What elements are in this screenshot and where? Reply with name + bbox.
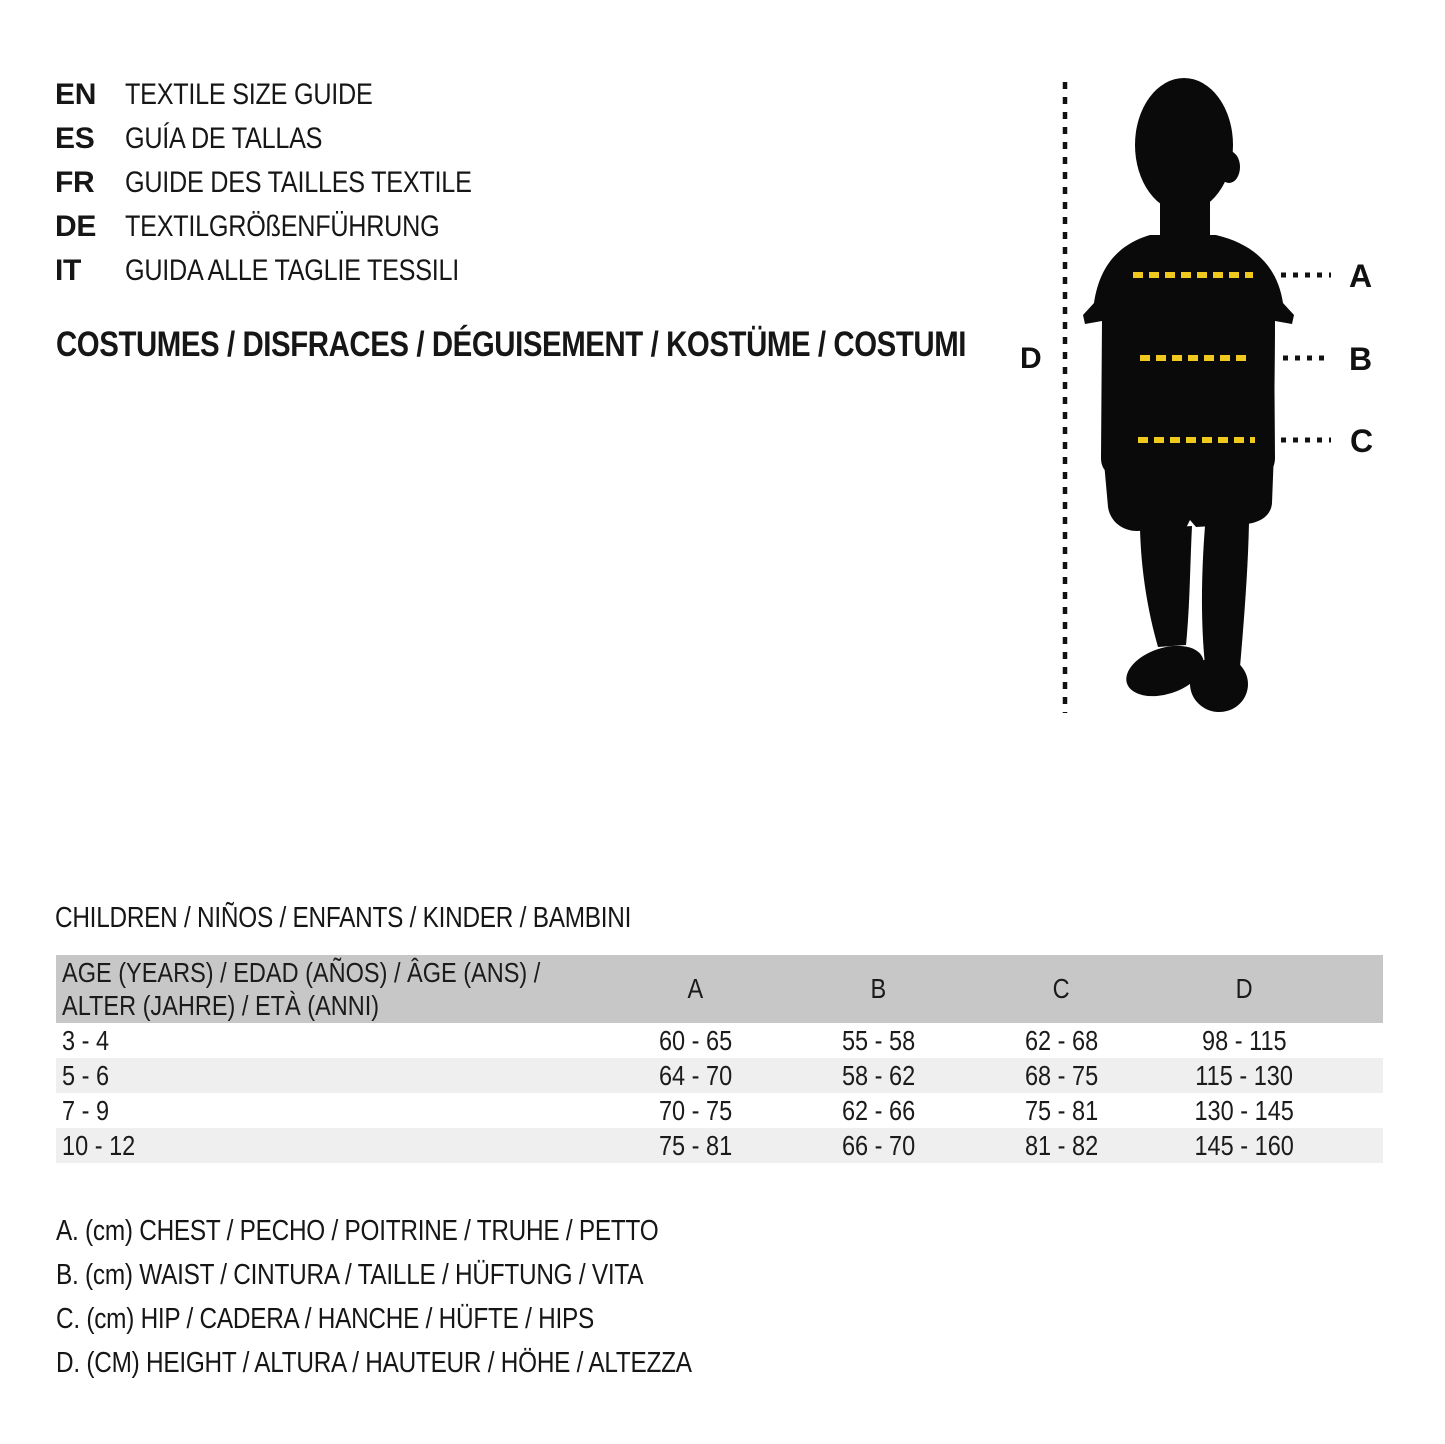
language-title: TEXTILGRÖßENFÜHRUNG (125, 210, 440, 243)
age-cell: 5 - 6 (62, 1059, 110, 1091)
age-header-line1: AGE (YEARS) / EDAD (AÑOS) / ÂGE (ANS) / (62, 957, 541, 988)
label-chest-a: A (1349, 258, 1373, 294)
category-heading-text: COSTUMES / DISFRACES / DÉGUISEMENT / KOSTÜME / COSTUMI (56, 325, 967, 364)
language-row-en (55, 73, 538, 117)
language-title: GUIDE DES TAILLES TEXTILE (125, 166, 472, 199)
language-code: FR (55, 166, 95, 199)
table-row (56, 1023, 1383, 1058)
label-waist-b: B (1349, 341, 1373, 377)
chest-cell: 60 - 65 (658, 1024, 733, 1056)
chest-cell: 75 - 81 (658, 1129, 733, 1161)
language-row-de (55, 205, 538, 249)
language-code: IT (55, 254, 82, 287)
language-code: DE (55, 210, 97, 243)
child-silhouette-diagram (1000, 55, 1445, 730)
waist-cell: 66 - 70 (841, 1129, 916, 1161)
chest-cell: 64 - 70 (658, 1059, 733, 1091)
label-height-d: D (1020, 342, 1042, 375)
language-title: TEXTILE SIZE GUIDE (125, 78, 373, 111)
age-header-line2: ALTER (JAHRE) / ETÀ (ANNI) (62, 990, 380, 1021)
measurement-legend (56, 1209, 813, 1385)
size-table-header-row (56, 955, 1383, 1023)
hip-cell: 68 - 75 (1024, 1059, 1099, 1091)
waist-cell: 55 - 58 (841, 1024, 916, 1056)
hip-cell: 62 - 68 (1024, 1024, 1099, 1056)
chest-cell: 70 - 75 (658, 1094, 733, 1126)
table-row (56, 1128, 1383, 1163)
label-hip-c: C (1350, 423, 1374, 459)
language-title: GUIDA ALLE TAGLIE TESSILI (125, 254, 460, 287)
legend-chest: A. (cm) CHEST / PECHO / POITRINE / TRUHE / PETTO (56, 1215, 659, 1247)
hip-cell: 81 - 82 (1024, 1129, 1099, 1161)
legend-waist: B. (cm) WAIST / CINTURA / TAILLE / HÜFTUNG / VITA (56, 1259, 644, 1291)
hip-cell: 75 - 81 (1024, 1094, 1099, 1126)
height-cell: 145 - 160 (1194, 1129, 1295, 1161)
language-row-fr (55, 161, 538, 205)
language-title: GUÍA DE TALLAS (125, 122, 323, 155)
age-cell: 7 - 9 (62, 1094, 110, 1126)
child-silhouette (1083, 78, 1294, 715)
waist-cell: 58 - 62 (841, 1059, 916, 1091)
table-section-title-text: CHILDREN / NIÑOS / ENFANTS / KINDER / BAMBINI (55, 902, 632, 934)
language-row-es (55, 117, 538, 161)
height-cell: 130 - 145 (1194, 1094, 1295, 1126)
header-spacer (1336, 955, 1383, 1023)
column-header-b: B (870, 973, 887, 1004)
height-cell: 98 - 115 (1202, 1024, 1287, 1056)
language-title-list (55, 73, 538, 293)
age-cell: 10 - 12 (62, 1129, 136, 1161)
children-size-table (56, 955, 1383, 1163)
age-column-header (56, 955, 604, 1023)
waist-cell: 62 - 66 (841, 1094, 916, 1126)
table-row (56, 1093, 1383, 1128)
language-code: EN (55, 78, 97, 111)
table-section-title (55, 901, 741, 935)
column-header-c: C (1052, 973, 1070, 1004)
legend-hip: C. (cm) HIP / CADERA / HANCHE / HÜFTE / HIPS (56, 1303, 594, 1335)
table-row (56, 1058, 1383, 1093)
height-cell: 115 - 130 (1195, 1059, 1294, 1091)
language-row-it (55, 249, 538, 293)
category-heading (56, 326, 1139, 364)
language-code: ES (55, 122, 95, 155)
age-cell: 3 - 4 (62, 1024, 110, 1056)
column-header-a: A (687, 973, 704, 1004)
column-header-d: D (1235, 973, 1253, 1004)
legend-height: D. (CM) HEIGHT / ALTURA / HAUTEUR / HÖHE / ALTEZZA (56, 1347, 692, 1379)
